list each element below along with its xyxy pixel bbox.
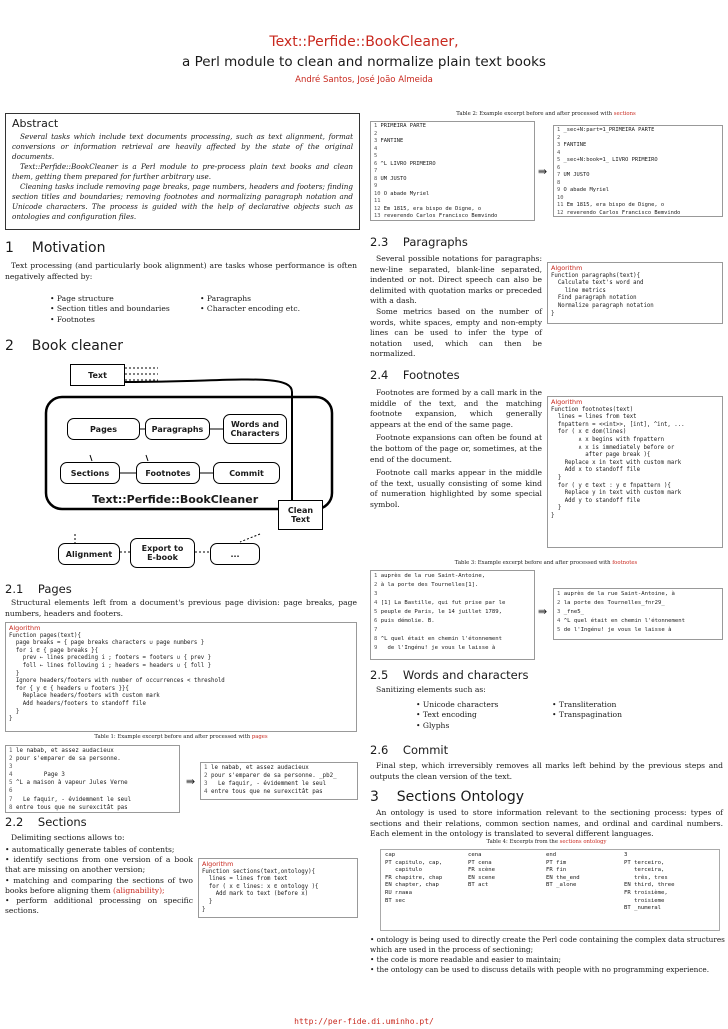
ontology-col-cena xyxy=(468,852,495,890)
node-alignment: Alignment xyxy=(58,543,120,565)
code-line: 2 pour s'emparer de sa personne. xyxy=(9,756,121,763)
code-line: 3 xyxy=(9,764,16,771)
table-cell: BT sec xyxy=(385,897,406,904)
table-cell: EN the_end xyxy=(546,874,580,881)
list-item: • Character encoding etc. xyxy=(200,304,300,314)
node-sections: Sections xyxy=(60,462,120,484)
node-export-line2: E-book xyxy=(147,553,178,562)
algo-line: Function paragraphs(text){ xyxy=(551,272,641,279)
algo-line: Function pages(text){ xyxy=(9,632,81,639)
code-line: 10 O abade Myriel xyxy=(374,190,430,197)
ontology-table xyxy=(380,849,720,931)
table4-caption xyxy=(370,839,723,845)
code-line: 6 xyxy=(557,164,564,171)
algo-line: ∧ x is immediately before or xyxy=(551,444,675,451)
code-line: 8 entre tous que ne surexcitât pas xyxy=(9,804,128,811)
code-line: 13 reverendo Carlos Francisco Bemvindo xyxy=(374,213,498,219)
s25-right-list xyxy=(552,700,622,721)
alignability-link[interactable]: (alignability); xyxy=(112,885,165,895)
code-line: 11 xyxy=(374,198,384,204)
table-cell: FR fin xyxy=(546,867,567,874)
list-item: • ontology is being used to directly create the Perl code containing the complex data structures which are used in the process of sectioning; xyxy=(370,935,725,955)
list-item: • Footnotes xyxy=(50,315,170,325)
list-item: • Transpagination xyxy=(552,710,622,720)
node-clean-text xyxy=(278,500,323,530)
algo-line: fnpattern = <<int>>, [int], ^int, ... xyxy=(551,421,685,428)
code-line: 6 ^L LIVRO PRIMEIRO xyxy=(374,160,436,167)
table-cell: FR scène xyxy=(468,867,495,874)
algo-line: after page break ){ xyxy=(551,452,651,459)
abstract-box xyxy=(5,113,360,230)
code-line: 2 pour s'emparer de sa personne. _pb2_ xyxy=(204,773,337,780)
table2-caption xyxy=(370,111,722,117)
node-commit: Commit xyxy=(213,462,280,484)
ontology-col-end xyxy=(546,852,580,890)
table-cell: BT act xyxy=(468,882,489,889)
algorithm-title: Algorithm xyxy=(551,264,583,272)
list-item: • Page structure xyxy=(50,294,170,304)
ontology-col-three xyxy=(624,852,675,913)
code-line: 3 FANTINE xyxy=(557,142,587,148)
s25-number: 2.5 xyxy=(370,668,389,682)
architecture-diagram xyxy=(30,362,360,577)
code-line: 4 entre tous que ne surexcitât pas xyxy=(204,789,323,796)
code-line: 1 auprès de la rue Saint-Antoine, xyxy=(374,573,486,579)
algorithm-title: Algorithm xyxy=(202,860,234,868)
list-item: • Text encoding xyxy=(416,710,498,720)
code-line: 10 xyxy=(557,194,567,201)
algo-line: line metrics xyxy=(551,287,606,294)
s21-title: Pages xyxy=(37,582,72,596)
table-cell: troisieme xyxy=(624,897,665,904)
code-line: 4 [1] La Bastille, qui fut prise par le xyxy=(374,600,506,606)
algo-line: for i ∈ { page breaks }{ xyxy=(9,647,99,654)
table2-caption-text: Table 2: Example excerpt before and after processed with xyxy=(456,111,613,117)
algo-line: ∧ x begins with fnpattern xyxy=(551,436,664,443)
code-line: 8 xyxy=(557,179,564,186)
code-line: 9 de l'Ingénu! je vous le laisse à xyxy=(374,645,496,651)
list-item-text: matching and comparing the sections of two books before aligning them xyxy=(5,875,193,895)
code-line: 12 Em 1815, era bispo de Digne, o xyxy=(374,205,482,212)
algo-line: Normalize paragraph notation xyxy=(551,302,654,309)
s23-number: 2.3 xyxy=(370,235,389,249)
s1-right-list xyxy=(200,294,300,315)
s25-title: Words and characters xyxy=(402,668,529,682)
algo-line: Add mark to text (before x) xyxy=(202,891,309,898)
algo-line: page breaks = { page breaks characters ∪ page numbers } xyxy=(9,640,205,647)
node-clean-line2: Text xyxy=(291,515,310,524)
table-cell: RU глава xyxy=(385,889,412,896)
table4-caption-link[interactable]: sections ontology xyxy=(559,839,607,845)
code-line: 6 xyxy=(9,788,16,795)
algo-line: } xyxy=(551,474,562,481)
code-line: 4 ^L quel était en chemin l'étonnement xyxy=(557,618,685,624)
algo-line: } xyxy=(9,716,13,723)
s21-heading xyxy=(5,582,72,596)
list-item: • perform additional processing on specific sections. xyxy=(5,896,193,916)
s1-text: Text processing (and particularly book alignment) are tasks whose performance is often negatively affected by: xyxy=(5,261,357,281)
s1-number: 1 xyxy=(5,240,14,256)
algo-line: } xyxy=(551,512,555,519)
ontology-col-cap xyxy=(385,852,442,905)
s3-number: 3 xyxy=(370,789,379,805)
node-footnotes: Footnotes xyxy=(136,462,200,484)
table-cell: PT terceiro, xyxy=(624,859,665,866)
s24-number: 2.4 xyxy=(370,368,389,382)
s26-number: 2.6 xyxy=(370,743,389,757)
table4-caption-text: Table 4: Excerpts from the xyxy=(486,839,558,845)
code-line: 1 le nabab, et assez audacieux xyxy=(204,765,309,771)
s1-title: Motivation xyxy=(31,240,106,256)
s26-heading xyxy=(370,743,448,757)
list-item: • Section titles and boundaries xyxy=(50,304,170,314)
table-cell: 3 xyxy=(624,852,628,858)
code-line: 1 PRIMEIRA PARTE xyxy=(374,123,426,129)
code-line: 5 _sec+N:book=1_ LIVRO PRIMEIRO xyxy=(557,157,658,163)
table1-before xyxy=(5,745,180,813)
algo-line: Function footnotes(text) xyxy=(551,406,634,413)
node-more: ... xyxy=(210,543,260,565)
abstract-p2: Text::Perfide::BookCleaner is a Perl module to pre-process plain text books and clean them, getting them prepared for further arbitrary use. xyxy=(12,162,353,181)
algo-line: for { y ∈ { headers ∪ footers }}{ xyxy=(9,685,129,692)
s23-p2: Some metrics based on the number of words, white spaces, empty and non-empty lines can be used to infer the type of notation used, which can then be normalized. xyxy=(370,306,542,359)
algo-line: lines = lines from text xyxy=(551,414,637,421)
node-text: Text xyxy=(70,364,125,386)
table2-after xyxy=(553,125,723,217)
table-cell: terceira, xyxy=(624,867,665,874)
code-line: 2 xyxy=(557,134,564,141)
s24-p3: Footnote call marks appear in the middle of the text, usually consisting of some kind of numeration highlighted by some special symbol. xyxy=(370,468,542,509)
list-item: • automatically generate tables of contents; xyxy=(5,845,193,855)
s22-number: 2.2 xyxy=(5,815,24,829)
code-line: 3 _fne5_ xyxy=(557,609,584,615)
code-line: 2 xyxy=(374,130,381,137)
code-line: 7 Le faquir, - évidemment le seul xyxy=(9,796,132,803)
code-line: 12 reverendo Carlos Francisco Bemvindo xyxy=(557,209,681,216)
list-item xyxy=(5,876,193,896)
transform-arrow-icon: ⇛ xyxy=(538,165,548,178)
algo-line: Function sections(text,ontology){ xyxy=(202,868,315,875)
table-cell: capitulo xyxy=(385,867,423,874)
table1-caption-text: Table 1: Example excerpt before and after processed with xyxy=(94,734,251,740)
code-line: 11 Em 1815, era bispo de Digne, o xyxy=(557,202,665,208)
abstract-p1: Several tasks which include text documents processing, such as text alignment, format conversions or information retrieval are heavily affected by the state of the original documents. xyxy=(12,132,353,161)
diagram-main-label: Text::Perfide::BookCleaner xyxy=(92,493,259,506)
table-cell: três, tres xyxy=(624,874,668,881)
node-words-characters xyxy=(223,414,287,444)
algo-line: for ( x ∈ lines: x ∈ ontology ){ xyxy=(202,883,319,890)
code-line: 2 la porte des Tournelles_fnr29_ xyxy=(557,600,665,606)
table2-before xyxy=(370,121,535,221)
abstract-p3: Cleaning tasks include removing page breaks, page numbers, headers and footers; finding section titles and boundaries; removing footnotes and normalizing paragraph notation and Unicode characters. The process is guided with the help of declarative objects such as ontologies and configuration files. xyxy=(12,182,353,221)
authors: André Santos, José João Almeida xyxy=(295,75,433,85)
node-words-line2: Characters xyxy=(230,429,280,438)
table1-after xyxy=(200,762,358,800)
paper-title: Text::Perfide::BookCleaner, xyxy=(269,34,459,50)
table1-caption-link[interactable]: pages xyxy=(251,734,268,740)
code-line: 1 le nabab, et assez audacieux xyxy=(9,748,114,754)
algo-line: } xyxy=(9,708,20,715)
algo-line: lines = lines from text xyxy=(202,876,288,883)
s1-left-list xyxy=(50,294,170,325)
s21-algorithm xyxy=(5,622,357,732)
algo-line: for ( x ∈ dom(lines) xyxy=(551,429,627,436)
algo-line: } xyxy=(551,310,555,317)
code-line: 1 auprès de la rue Saint-Antoine, à xyxy=(557,591,675,597)
node-export-line1: Export to xyxy=(141,544,184,553)
list-item: • Paragraphs xyxy=(200,294,300,304)
s23-title: Paragraphs xyxy=(402,235,468,249)
s22-list xyxy=(5,845,193,916)
list-item: • the code is more readable and easier to maintain; xyxy=(370,955,725,965)
algo-line: Calculate text's word and xyxy=(551,280,644,287)
node-words-line1: Words and xyxy=(230,420,280,429)
s3-title: Sections Ontology xyxy=(396,789,525,805)
table3-before xyxy=(370,570,535,660)
algo-line: } xyxy=(9,670,20,677)
code-line: 7 xyxy=(374,168,381,174)
s24-heading xyxy=(370,368,460,382)
code-line: 8 ^L quel était en chemin l'étonnement xyxy=(374,636,502,642)
s24-text xyxy=(370,388,542,511)
code-line: 6 puis démolie. B. xyxy=(374,618,435,624)
s25-intro: Sanitizing elements such as: xyxy=(376,685,486,694)
transform-arrow-icon: ⇛ xyxy=(538,605,548,618)
table1-caption xyxy=(5,734,357,740)
table-cell: EN scene xyxy=(468,874,495,881)
table3-caption-text: Table 3: Example excerpt before and after processed with xyxy=(454,560,611,566)
s3-list xyxy=(370,935,725,975)
code-line: 3 FANTINE xyxy=(374,138,404,144)
code-line: 7 UM JUSTO xyxy=(557,172,590,178)
code-line: 5 peuple de Paris, le 14 juillet 1789, xyxy=(374,609,502,615)
s23-algorithm xyxy=(547,262,723,324)
table3-caption xyxy=(370,560,722,566)
table-cell: end xyxy=(546,852,557,858)
paper-subtitle: a Perl module to clean and normalize plain text books xyxy=(182,54,546,70)
algorithm-title: Algorithm xyxy=(9,624,41,632)
s25-left-list xyxy=(416,700,498,731)
transform-arrow-icon: ⇛ xyxy=(186,775,196,788)
algo-line: Replace headers/footers with custom mark xyxy=(9,693,160,700)
s26-title: Commit xyxy=(402,743,449,757)
code-line: 7 xyxy=(374,627,381,633)
s21-number: 2.1 xyxy=(5,582,24,596)
code-line: 4 xyxy=(374,145,381,152)
algo-line: Find paragraph notation xyxy=(551,295,637,302)
s24-p2: Footnote expansions can often be found at the bottom of the page or, sometimes, at the end of the document. xyxy=(370,433,542,464)
s22-intro: Delimiting sections allows to: xyxy=(11,833,125,842)
table-cell: cena xyxy=(468,852,482,858)
code-line: 2 à la porte des Tournelles[1]. xyxy=(374,582,479,588)
list-item: • Glyphs xyxy=(416,721,498,731)
table-cell: BT _numeral xyxy=(624,905,662,912)
algo-line: } xyxy=(202,906,206,913)
s3-text: An ontology is used to store information relevant to the sectioning process: types of sections and their relations, common section names, and ordinal and cardinal numbers. Each element in the ontology is translated to several different languages. xyxy=(370,808,723,839)
code-line: 5 de l'Ingénu! je vous le laisse à xyxy=(557,627,672,633)
table-cell: PT fim xyxy=(546,859,567,866)
code-line: 5 ^L a maison à vapeur Jules Verne xyxy=(9,780,128,787)
s22-algorithm xyxy=(198,858,358,918)
s2-heading xyxy=(5,338,123,354)
s24-p1: Footnotes are formed by a call mark in the middle of the text, and the matching footnote expansion, which generally appears at the end of the same page. xyxy=(370,388,542,429)
s23-text xyxy=(370,254,542,360)
table3-caption-link[interactable]: footnotes xyxy=(612,560,638,566)
table-cell: BT _alone xyxy=(546,882,577,889)
code-line: 9 xyxy=(374,183,381,189)
abstract-heading: Abstract xyxy=(12,117,59,130)
algorithm-title: Algorithm xyxy=(551,398,583,406)
s26-text: Final step, which irreversibly removes all marks left behind by the previous steps and outputs the clean version of the text. xyxy=(370,761,723,781)
code-line: 4 xyxy=(557,149,564,156)
list-item: • identify sections from one version of a book that are missing on another version; xyxy=(5,855,193,875)
s23-p1: Several possible notations for paragraphs: new-line separated, blank-line separated, indented or not. Direct speech can also be delimited with quotation marks or preceded with a dash. xyxy=(370,254,542,306)
code-line: 5 xyxy=(374,153,381,159)
s22-title: Sections xyxy=(37,815,87,829)
algo-line: } xyxy=(551,505,562,512)
s25-heading xyxy=(370,668,528,682)
s3-heading xyxy=(370,789,524,805)
s2-title: Book cleaner xyxy=(31,338,124,354)
algo-line: Replace y in text with custom mark xyxy=(551,490,682,497)
node-pages: Pages xyxy=(67,418,140,440)
code-line: 9 O abade Myriel xyxy=(557,187,609,193)
table-cell: cap xyxy=(385,852,396,858)
s24-title: Footnotes xyxy=(402,368,460,382)
code-line: 4 Page 3 xyxy=(9,772,65,779)
algo-line: Ignore headers/footers with number of occurrences < threshold xyxy=(9,678,225,685)
node-paragraphs: Paragraphs xyxy=(145,418,210,440)
algo-line: Add x to standoff file xyxy=(551,467,641,474)
s22-heading xyxy=(5,815,87,829)
algo-line: prev ← lines preceding i ; footers = footers ∪ { prev } xyxy=(9,655,212,662)
algo-line: Add headers/footers to standoff file xyxy=(9,700,146,707)
table-cell: EN chapter, chap xyxy=(385,882,439,889)
list-item: • Unicode characters xyxy=(416,700,498,710)
code-line: 1 _sec+N:part=1_PRIMEIRA PARTE xyxy=(557,127,655,133)
table-cell: FR chapitre, chap xyxy=(385,874,443,881)
node-export-ebook xyxy=(130,538,195,568)
table-cell: FR troisième, xyxy=(624,889,668,896)
table-cell: PT cena xyxy=(468,859,492,866)
s21-text: Structural elements left from a document's previous page division: page breaks, page numbers, headers and footers. xyxy=(5,598,357,618)
algo-line: Add y to standoff file xyxy=(551,497,641,504)
table2-caption-link[interactable]: sections xyxy=(613,111,636,117)
code-line: 3 xyxy=(374,591,381,597)
s24-algorithm xyxy=(547,396,723,548)
code-line: 8 UM JUSTO xyxy=(374,175,407,182)
algo-line: for ( y ∈ text : y ∈ fnpattern ){ xyxy=(551,482,671,489)
code-line: 3 Le faquir, - évidemment le seul xyxy=(204,781,327,788)
table-cell: PT capitulo, cap, xyxy=(385,859,443,866)
list-item: • the ontology can be used to discuss details with people with no programming experience. xyxy=(370,965,725,975)
project-url[interactable]: http://per-fide.di.uminho.pt/ xyxy=(294,1017,434,1026)
s1-heading xyxy=(5,240,105,256)
list-item: • Transliteration xyxy=(552,700,622,710)
table3-after xyxy=(553,588,723,640)
algo-line: Replace x in text with custom mark xyxy=(551,459,682,466)
table-cell: EN third, three xyxy=(624,882,675,889)
algo-line: foll ← lines following i ; headers = headers ∪ { foll } xyxy=(9,662,212,669)
s23-heading xyxy=(370,235,468,249)
node-clean-line1: Clean xyxy=(287,506,314,515)
s2-number: 2 xyxy=(5,338,14,354)
algo-line: } xyxy=(202,898,213,905)
